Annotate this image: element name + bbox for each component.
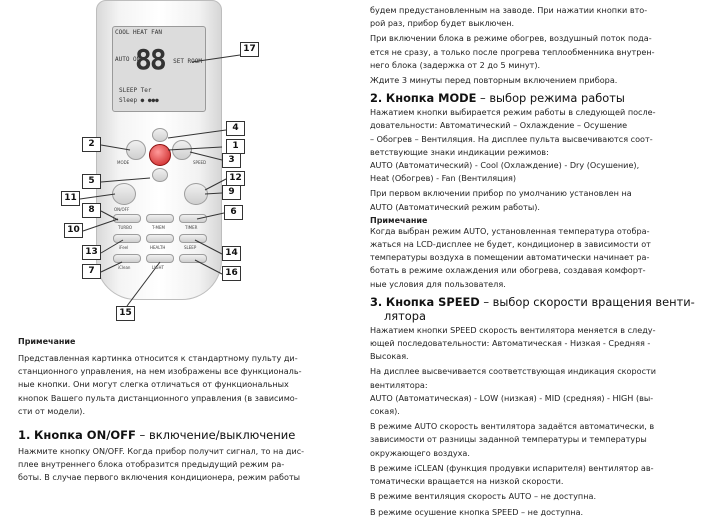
remote-mode-label: MODE	[117, 160, 130, 165]
section-1-paragraph	[18, 445, 338, 485]
dry-line: В режиме осушение кнопка SPEED – не доступна.	[370, 506, 584, 517]
section-3-line: Нажатием кнопки SPEED скорость вентилятора меняется в следу-	[370, 324, 656, 335]
callout-6: 6	[224, 205, 243, 220]
section-3-title-continuation: лятора	[384, 308, 426, 323]
auto-line: В режиме AUTO скорость вентилятора задаётся автоматически, в	[370, 421, 655, 432]
left-note-line: кнопок Вашего пульта дистанционного управления (в зависимо-	[18, 392, 298, 403]
section-2-heading	[370, 91, 706, 105]
section-1-line: боты. В случае первого включения кондиционера, режим работы	[18, 472, 301, 483]
section-2-line: довательности: Автоматический – Охлаждение – Осушение	[370, 120, 628, 131]
callout-10: 10	[64, 223, 83, 238]
auto-line: окружающего воздуха.	[370, 447, 470, 458]
left-note-line: станционного управления, на нем изображены все функциональ-	[18, 366, 302, 377]
section-2-line: – Обогрев – Вентиляция. На дисплее пульта высвечиваются соот-	[370, 133, 653, 144]
section-2-line: ветствующие знаки индикации режимов:	[370, 146, 549, 157]
section-3-title-rest: – выбор скорости вращения венти-	[479, 294, 695, 309]
lcd-temperature-digits: 88	[135, 43, 165, 76]
display-line: На дисплее высвечивается соответствующая индикация скорости	[370, 366, 657, 377]
callout-17: 17	[240, 42, 259, 57]
display-line: вентилятора:	[370, 379, 428, 390]
right-note-line: температуры воздуха в помещении автоматически начинает ра-	[370, 252, 650, 263]
right-note-line: Когда выбран режим AUTO, установленная температура отобра-	[370, 225, 650, 236]
lcd-mode-row: COOL HEAT FAN	[115, 29, 162, 36]
callout-4: 4	[226, 121, 245, 136]
callout-1: 1	[226, 139, 245, 154]
intro-line: будем предустановленным на заводе. При нажатии кнопки вто-	[370, 5, 648, 15]
remote-tmem-label: T-MEM	[152, 225, 165, 230]
right-note-line: ботать в режиме охлаждения или обогрева, создавая комфорт-	[370, 265, 646, 276]
left-note-line: сти от модели).	[18, 405, 86, 416]
heat-line: При включении блока в режиме обогрев, воздушный поток пода-	[370, 33, 652, 44]
section-2-number: 2.	[370, 91, 383, 106]
iclean-line: томатически вращается на низкой скорости.	[370, 476, 564, 487]
first-on-line: При первом включении прибор по умолчанию установлен на	[370, 188, 632, 199]
vent-line: В режиме вентиляция скорость AUTO – не доступна.	[370, 491, 597, 502]
heat-line: него блока (задержка от 2 до 5 минут).	[370, 59, 541, 70]
display-paragraph	[370, 365, 706, 418]
lcd-right-indicators: SET ROOM	[173, 58, 202, 65]
right-note-paragraph	[370, 225, 706, 291]
callout-12: 12	[226, 171, 245, 186]
left-note-heading: Примечание	[18, 337, 76, 346]
callout-14: 14	[222, 246, 241, 261]
first-on-paragraph	[370, 187, 706, 213]
section-3-line: Высокая.	[370, 351, 409, 362]
remote-iclean-label: iClean	[118, 265, 131, 270]
callout-7: 7	[82, 264, 101, 279]
section-1-line: Нажмите кнопку ON/OFF. Когда прибор получит сигнал, то на дис-	[18, 446, 305, 457]
callout-leader-lines	[0, 0, 350, 330]
callout-13: 13	[82, 245, 101, 260]
intro-line: рой раз, прибор будет выключен.	[370, 18, 515, 29]
section-2-title-rest: – выбор режима работы	[476, 91, 625, 106]
lcd-bottom-row-2: Sleep ● ●●●	[119, 97, 159, 104]
left-text-column	[18, 337, 338, 485]
callout-16: 16	[222, 266, 241, 281]
remote-illustration	[0, 0, 350, 330]
right-note-heading: Примечание	[370, 215, 428, 225]
heat-paragraph	[370, 32, 706, 72]
callout-9: 9	[222, 185, 241, 200]
first-on-line: AUTO (Автоматический режим работы).	[370, 201, 540, 212]
callout-5: 5	[82, 174, 101, 189]
iclean-paragraph	[370, 462, 706, 488]
remote-light-label: LIGHT	[152, 265, 164, 270]
section-2-line: AUTO (Автоматический) - Cool (Охлаждение) - Dry (Осушение),	[370, 160, 640, 171]
lcd-bottom-row-1: SLEEP Ter	[119, 87, 152, 94]
display-line: сокая).	[370, 406, 400, 417]
section-1-heading	[18, 428, 338, 442]
section-2-title-bold: Кнопка MODE	[385, 91, 477, 106]
intro-paragraph	[370, 4, 706, 30]
remote-sleep-label: SLEEP	[184, 245, 197, 250]
callout-11: 11	[61, 191, 80, 206]
display-line: AUTO (Автоматическая) - LOW (низкая) - MID (средняя) - HIGH (вы-	[370, 392, 654, 403]
section-2-line: Нажатием кнопки выбирается режим работы в следующей после-	[370, 107, 656, 118]
iclean-line: В режиме iCLEAN (функция продувки испарителя) вентилятор ав-	[370, 462, 654, 473]
section-3-line: ющей последовательности: Автоматическая - Низкая - Средняя -	[370, 338, 651, 349]
right-note-line: ные условия для пользователя.	[370, 278, 506, 289]
right-note-line: жаться на LCD-дисплее не будет, кондиционер в зависимости от	[370, 239, 651, 250]
callout-2: 2	[82, 137, 101, 152]
section-2-line: Heat (Обогрев) - Fan (Вентиляция)	[370, 173, 516, 184]
remote-onoff-label: ON/OFF	[114, 207, 130, 212]
remote-turbo-label: TURBO	[118, 225, 132, 230]
callout-3: 3	[222, 153, 241, 168]
heat-line: ется не сразу, а только после прогрева теплообменника внутрен-	[370, 46, 655, 57]
remote-timer-label: TIMER	[185, 225, 198, 230]
section-1-title-bold: Кнопка ON/OFF	[34, 428, 136, 443]
left-note-paragraph	[18, 352, 338, 418]
section-3-heading	[370, 295, 706, 323]
remote-ifeel-label: iFeel	[119, 245, 129, 250]
lcd-left-indicators: AUTO ON	[115, 56, 141, 63]
section-2-paragraph	[370, 106, 706, 185]
remote-speed-label: SPEED	[193, 160, 207, 165]
auto-paragraph	[370, 420, 706, 460]
section-1-number: 1.	[18, 428, 31, 443]
section-1-line: плее внутреннего блока отобразится предыдущий режим ра-	[18, 459, 285, 470]
callout-15: 15	[116, 306, 135, 321]
wait-line: Ждите 3 минуты перед повторным включением прибора.	[370, 75, 618, 86]
callout-8: 8	[82, 203, 101, 218]
left-note-line: ные кнопки. Они могут слегка отличаться от функциональных	[18, 379, 289, 390]
left-note-line: Представленная картинка относится к стандартному пульту ди-	[18, 353, 298, 363]
remote-health-label: HEALTH	[150, 245, 166, 250]
right-text-column	[370, 4, 706, 518]
section-3-title-bold: Кнопка SPEED	[385, 294, 480, 309]
section-1-title-rest: – включение/выключение	[135, 428, 296, 443]
section-3-paragraph	[370, 324, 706, 364]
auto-line: зависимости от разницы заданной температуры и температуры	[370, 434, 647, 445]
section-3-number: 3.	[370, 294, 383, 309]
